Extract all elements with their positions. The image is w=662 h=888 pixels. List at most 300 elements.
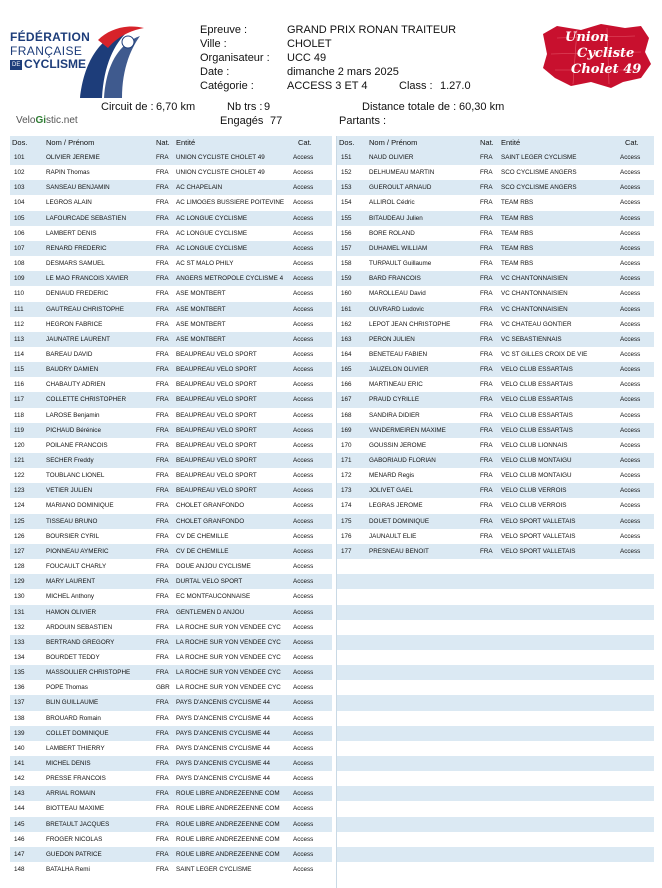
entry-cat: Access bbox=[620, 457, 641, 464]
table-row bbox=[10, 392, 332, 407]
entry-cat: Access bbox=[620, 184, 641, 192]
entry-dos: 168 bbox=[341, 411, 352, 419]
entry-dos: 158 bbox=[341, 260, 352, 268]
entry-cat: Access bbox=[293, 714, 314, 722]
entry-name: GOUSSIN JEROME bbox=[369, 441, 427, 449]
table-row bbox=[10, 302, 332, 317]
entry-nat: FRA bbox=[156, 350, 169, 358]
entry-cat: Access bbox=[620, 350, 641, 358]
entry-nat: FRA bbox=[156, 593, 169, 601]
entry-cat: Access bbox=[293, 775, 314, 783]
entry-team: DOUE ANJOU CYCLISME bbox=[176, 563, 251, 571]
entry-cat: Access bbox=[293, 517, 314, 525]
entry-nat: FRA bbox=[480, 532, 493, 540]
left-table-header bbox=[10, 136, 332, 150]
entry-name: FROGER NICOLAS bbox=[46, 835, 103, 843]
entry-dos: 144 bbox=[14, 805, 25, 813]
entry-nat: FRA bbox=[156, 502, 169, 510]
entry-dos: 173 bbox=[341, 487, 352, 495]
entry-name: MARTINEAU ERIC bbox=[369, 381, 423, 389]
ffc-logo-line3: CYCLISME bbox=[24, 57, 87, 71]
entry-team: ANGERS METROPOLE CYCLISME 4 bbox=[176, 275, 284, 283]
entry-dos: 119 bbox=[14, 426, 25, 434]
entry-team: VELO CLUB ESSARTAIS bbox=[501, 381, 573, 389]
table-row bbox=[10, 529, 332, 544]
entry-nat: FRA bbox=[480, 305, 493, 313]
entry-cat: Access bbox=[293, 805, 314, 813]
entry-cat: Access bbox=[293, 850, 314, 858]
entry-team: VC CHANTONNAISIEN bbox=[501, 275, 568, 283]
entry-name: DOUET DOMINIQUE bbox=[369, 517, 430, 525]
table-row bbox=[337, 165, 654, 180]
entry-name: SANSEAU BENJAMIN bbox=[46, 184, 110, 192]
entry-dos: 103 bbox=[14, 184, 25, 192]
entry-cat: Access bbox=[293, 366, 314, 374]
empty-row bbox=[337, 801, 654, 816]
entry-name: PRESSE FRANCOIS bbox=[46, 775, 106, 783]
entry-nat: FRA bbox=[156, 835, 169, 843]
entry-team: SCO CYCLISME ANGERS bbox=[501, 184, 577, 192]
entry-team: UNION CYCLISTE CHOLET 49 bbox=[176, 169, 265, 177]
table-row bbox=[10, 847, 332, 862]
entry-name: JAUZELON OLIVIER bbox=[369, 366, 429, 374]
entry-cat: Access bbox=[620, 275, 641, 283]
epreuve-value: GRAND PRIX RONAN TRAITEUR bbox=[287, 24, 457, 36]
empty-row bbox=[337, 756, 654, 771]
entry-team: VC CHANTONNAISIEN bbox=[501, 290, 568, 298]
brand-part-c: stic.net bbox=[46, 115, 78, 126]
entry-team: ASE MONTBERT bbox=[176, 290, 226, 298]
entry-team: TEAM RBS bbox=[501, 199, 534, 207]
col-nat: Nat. bbox=[480, 138, 494, 147]
empty-row bbox=[337, 726, 654, 741]
entry-nat: FRA bbox=[156, 381, 169, 389]
entry-dos: 142 bbox=[14, 775, 25, 783]
entry-dos: 159 bbox=[341, 275, 352, 283]
entry-dos: 146 bbox=[14, 835, 25, 843]
entry-dos: 148 bbox=[14, 866, 25, 874]
entry-name: LE MAO FRANCOIS XAVIER bbox=[46, 275, 129, 283]
entry-cat: Access bbox=[293, 593, 314, 601]
entry-nat: FRA bbox=[156, 790, 169, 798]
entry-team: SAINT LEGER CYCLISME bbox=[501, 154, 577, 161]
entry-team: PAYS D'ANCENIS CYCLISME 44 bbox=[176, 714, 271, 722]
entry-name: BAREAU DAVID bbox=[46, 350, 93, 358]
entry-team: AC LONGUE CYCLISME bbox=[176, 244, 248, 252]
entry-dos: 141 bbox=[14, 760, 25, 767]
entry-name: LEPOT JEAN CHRISTOPHE bbox=[369, 320, 451, 328]
entry-nat: FRA bbox=[156, 275, 169, 283]
empty-row bbox=[337, 559, 654, 574]
ville-value: CHOLET bbox=[287, 38, 332, 50]
circuit-value: 6,70 km bbox=[156, 101, 196, 113]
table-row bbox=[337, 256, 654, 271]
col-nat: Nat. bbox=[156, 138, 170, 147]
entry-name: DESMARS SAMUEL bbox=[46, 260, 105, 268]
entry-cat: Access bbox=[293, 472, 314, 480]
entry-nat: FRA bbox=[156, 320, 169, 328]
entry-name: BORE ROLAND bbox=[369, 229, 415, 237]
entry-nat: FRA bbox=[156, 669, 169, 677]
entry-cat: Access bbox=[293, 563, 314, 571]
entry-dos: 164 bbox=[341, 350, 352, 358]
entry-dos: 127 bbox=[14, 547, 25, 555]
club-logo bbox=[537, 24, 653, 88]
entry-cat: Access bbox=[620, 290, 641, 298]
entry-nat: FRA bbox=[156, 472, 169, 480]
entry-dos: 170 bbox=[341, 441, 352, 449]
entry-cat: Access bbox=[293, 608, 314, 616]
entry-nat: FRA bbox=[480, 366, 493, 374]
entry-cat: Access bbox=[620, 487, 641, 495]
entry-name: BLIN GUILLAUME bbox=[46, 699, 99, 707]
entry-nat: FRA bbox=[156, 169, 169, 177]
empty-row bbox=[337, 620, 654, 635]
entry-nat: FRA bbox=[480, 335, 493, 343]
entry-dos: 126 bbox=[14, 532, 25, 540]
table-row bbox=[10, 741, 332, 756]
partants-label: Partants : bbox=[339, 115, 387, 127]
entry-cat: Access bbox=[293, 335, 314, 343]
entry-name: PICHAUD Bérénice bbox=[46, 426, 101, 434]
table-row bbox=[10, 801, 332, 816]
table-row bbox=[337, 317, 654, 332]
entry-dos: 153 bbox=[341, 184, 352, 192]
entry-name: COLLET DOMINIQUE bbox=[46, 729, 109, 737]
entry-nat: FRA bbox=[156, 638, 169, 646]
entry-team: ASE MONTBERT bbox=[176, 335, 226, 343]
table-row bbox=[10, 786, 332, 801]
entry-cat: Access bbox=[293, 669, 314, 677]
entry-cat: Access bbox=[293, 487, 314, 495]
entry-nat: FRA bbox=[480, 184, 493, 192]
empty-row bbox=[337, 847, 654, 862]
table-row bbox=[337, 453, 654, 468]
entry-name: JAUNATRE LAURENT bbox=[46, 335, 110, 343]
entry-dos: 156 bbox=[341, 229, 352, 237]
entry-cat: Access bbox=[620, 260, 641, 268]
entry-team: AC CHAPELAIN bbox=[176, 184, 223, 192]
entry-nat: GBR bbox=[156, 684, 170, 692]
empty-row bbox=[337, 786, 654, 801]
entry-dos: 152 bbox=[341, 169, 352, 177]
table-row bbox=[337, 286, 654, 301]
entry-dos: 160 bbox=[341, 290, 352, 298]
entry-team: ASE MONTBERT bbox=[176, 320, 226, 328]
entry-name: PRAUD CYRILLE bbox=[369, 396, 420, 404]
brand-part-a: Velo bbox=[16, 115, 36, 126]
entry-dos: 111 bbox=[14, 305, 24, 313]
club-logo-line1: Union bbox=[565, 30, 609, 45]
entry-nat: FRA bbox=[480, 350, 493, 358]
entry-nat: FRA bbox=[480, 381, 493, 389]
entry-team: VELO CLUB MONTAIGU bbox=[501, 457, 572, 464]
entry-cat: Access bbox=[293, 411, 314, 419]
entry-team: VELO CLUB ESSARTAIS bbox=[501, 366, 573, 374]
ffc-swoosh-icon bbox=[70, 22, 150, 100]
entry-dos: 169 bbox=[341, 426, 352, 434]
empty-row bbox=[337, 635, 654, 650]
entry-team: VC CHANTONNAISIEN bbox=[501, 305, 568, 313]
entry-name: BITAUDEAU Julien bbox=[369, 214, 423, 222]
entry-dos: 113 bbox=[14, 335, 25, 343]
entry-nat: FRA bbox=[156, 608, 169, 616]
entry-team: LA ROCHE SUR YON VENDEE CYC bbox=[176, 684, 281, 692]
entry-nat: FRA bbox=[156, 229, 169, 237]
col-nom: Nom / Prénom bbox=[46, 138, 95, 147]
entry-team: AC LIMOGES BUSSIERE POITEVINE bbox=[176, 199, 285, 207]
table-row bbox=[337, 271, 654, 286]
col-dos: Dos. bbox=[12, 138, 28, 147]
entry-cat: Access bbox=[620, 244, 641, 252]
entry-dos: 171 bbox=[341, 457, 352, 464]
entry-team: PAYS D'ANCENIS CYCLISME 44 bbox=[176, 744, 271, 752]
col-nom: Nom / Prénom bbox=[369, 138, 418, 147]
entry-dos: 166 bbox=[341, 381, 352, 389]
table-row bbox=[337, 438, 654, 453]
entry-name: CHABAUTY ADRIEN bbox=[46, 381, 106, 389]
empty-row bbox=[337, 680, 654, 695]
entry-cat: Access bbox=[293, 396, 314, 404]
entry-nat: FRA bbox=[156, 760, 169, 767]
table-row bbox=[337, 423, 654, 438]
table-row bbox=[337, 377, 654, 392]
entry-team: CHOLET GRANFONDO bbox=[176, 502, 245, 510]
entry-dos: 137 bbox=[14, 699, 25, 707]
entry-name: MICHEL DENIS bbox=[46, 760, 91, 767]
entry-cat: Access bbox=[293, 866, 314, 874]
entry-name: GAUTREAU CHRISTOPHE bbox=[46, 305, 124, 313]
entry-team: SCO CYCLISME ANGERS bbox=[501, 169, 577, 177]
entry-team: VC SEBASTIENNAIS bbox=[501, 335, 562, 343]
entry-dos: 131 bbox=[14, 608, 25, 616]
entry-team: ASE MONTBERT bbox=[176, 305, 226, 313]
entry-name: TOUBLANC LIONEL bbox=[46, 472, 105, 480]
table-row bbox=[337, 544, 654, 559]
entry-nat: FRA bbox=[156, 290, 169, 298]
entry-cat: Access bbox=[293, 244, 314, 252]
entry-dos: 105 bbox=[14, 214, 25, 222]
entry-nat: FRA bbox=[156, 199, 169, 207]
entry-team: LA ROCHE SUR YON VENDEE CYC bbox=[176, 623, 281, 631]
entry-team: VELO CLUB ESSARTAIS bbox=[501, 426, 573, 434]
entry-team: VELO CLUB ESSARTAIS bbox=[501, 396, 573, 404]
entry-cat: Access bbox=[293, 457, 314, 464]
table-row bbox=[10, 438, 332, 453]
entry-name: BARD FRANCOIS bbox=[369, 275, 421, 283]
entry-dos: 167 bbox=[341, 396, 352, 404]
entry-nat: FRA bbox=[480, 426, 493, 434]
entry-cat: Access bbox=[293, 547, 314, 555]
entry-cat: Access bbox=[620, 472, 641, 480]
col-dos: Dos. bbox=[339, 138, 355, 147]
entry-name: BAUDRY DAMIEN bbox=[46, 366, 99, 374]
entry-team: EC MONTFAUCONNAISE bbox=[176, 593, 251, 601]
entry-name: JOLIVET GAEL bbox=[369, 487, 413, 495]
entry-team: VELO SPORT VALLETAIS bbox=[501, 532, 576, 540]
table-row bbox=[10, 408, 332, 423]
table-row bbox=[10, 817, 332, 832]
entry-dos: 172 bbox=[341, 472, 352, 480]
table-row bbox=[10, 680, 332, 695]
federation-logo bbox=[10, 22, 150, 100]
entry-nat: FRA bbox=[480, 275, 493, 283]
entry-team: PAYS D'ANCENIS CYCLISME 44 bbox=[176, 775, 271, 783]
entry-dos: 176 bbox=[341, 532, 352, 540]
entry-dos: 157 bbox=[341, 244, 352, 252]
table-row bbox=[10, 271, 332, 286]
entry-cat: Access bbox=[293, 305, 314, 313]
entry-dos: 140 bbox=[14, 744, 25, 752]
entry-team: TEAM RBS bbox=[501, 229, 534, 237]
table-row bbox=[10, 483, 332, 498]
table-row bbox=[10, 862, 332, 877]
entry-name: ARDOUIN SEBASTIEN bbox=[46, 623, 113, 631]
table-row bbox=[10, 195, 332, 210]
table-row bbox=[10, 635, 332, 650]
table-row bbox=[337, 332, 654, 347]
entry-cat: Access bbox=[293, 199, 314, 207]
entry-dos: 162 bbox=[341, 320, 352, 328]
club-logo-line3: Cholet 49 bbox=[571, 62, 642, 77]
entry-cat: Access bbox=[620, 305, 641, 313]
col-cat: Cat. bbox=[625, 138, 639, 147]
right-entries-list bbox=[337, 150, 654, 888]
entry-nat: FRA bbox=[156, 457, 169, 464]
entry-team: ROUE LIBRE ANDREZEENNE COM bbox=[176, 790, 280, 798]
entry-name: PRESNEAU BENOIT bbox=[369, 547, 429, 555]
nb-trs-label: Nb trs : bbox=[227, 101, 263, 113]
entry-nat: FRA bbox=[156, 441, 169, 449]
entry-name: HEGRON FABRICE bbox=[46, 320, 103, 328]
entry-team: BEAUPREAU VELO SPORT bbox=[176, 411, 257, 419]
entry-team: BEAUPREAU VELO SPORT bbox=[176, 441, 257, 449]
entry-name: ALLIROL Cédric bbox=[369, 199, 415, 207]
empty-row bbox=[337, 650, 654, 665]
entry-nat: FRA bbox=[480, 411, 493, 419]
empty-row bbox=[337, 574, 654, 589]
table-row bbox=[10, 832, 332, 847]
entry-team: ROUE LIBRE ANDREZEENNE COM bbox=[176, 805, 280, 813]
entry-nat: FRA bbox=[480, 472, 493, 480]
entry-nat: FRA bbox=[156, 714, 169, 722]
table-row bbox=[10, 180, 332, 195]
entry-name: RENARD FREDERIC bbox=[46, 244, 107, 252]
entry-team: BEAUPREAU VELO SPORT bbox=[176, 381, 257, 389]
entry-cat: Access bbox=[620, 532, 641, 540]
entry-cat: Access bbox=[293, 760, 314, 767]
entry-cat: Access bbox=[620, 426, 641, 434]
entry-nat: FRA bbox=[156, 154, 169, 161]
entry-nat: FRA bbox=[480, 229, 493, 237]
entry-dos: 125 bbox=[14, 517, 25, 525]
entry-dos: 143 bbox=[14, 790, 25, 798]
categorie-value: ACCESS 3 ET 4 bbox=[287, 80, 368, 92]
ffc-logo-line2: FRANÇAISE bbox=[10, 44, 83, 58]
entry-cat: Access bbox=[293, 275, 314, 283]
entry-cat: Access bbox=[620, 396, 641, 404]
table-row bbox=[10, 332, 332, 347]
velogistic-brand bbox=[16, 115, 78, 126]
entry-dos: 128 bbox=[14, 563, 25, 571]
table-row bbox=[10, 498, 332, 513]
entry-name: GUEROULT ARNAUD bbox=[369, 184, 432, 192]
entry-nat: FRA bbox=[480, 547, 493, 555]
table-row bbox=[10, 771, 332, 786]
entry-cat: Access bbox=[293, 623, 314, 631]
entry-dos: 147 bbox=[14, 850, 25, 858]
entry-cat: Access bbox=[293, 229, 314, 237]
entry-name: VETIER JULIEN bbox=[46, 487, 93, 495]
entry-name: MARIANO DOMINIQUE bbox=[46, 502, 114, 510]
entry-team: VC CHATEAU GONTIER bbox=[501, 320, 572, 328]
entry-cat: Access bbox=[293, 790, 314, 798]
entry-name: ARRIAL ROMAIN bbox=[46, 790, 96, 798]
entry-name: LAMBERT DENIS bbox=[46, 229, 97, 237]
table-row bbox=[337, 241, 654, 256]
organisateur-label: Organisateur : bbox=[200, 52, 270, 64]
entry-name: POILANE FRANCOIS bbox=[46, 441, 108, 449]
entry-name: LAFOURCADE SEBASTIEN bbox=[46, 214, 127, 222]
table-row bbox=[337, 483, 654, 498]
entry-nat: FRA bbox=[480, 214, 493, 222]
entry-name: TISSEAU BRUNO bbox=[46, 517, 98, 525]
table-row bbox=[337, 226, 654, 241]
entry-cat: Access bbox=[620, 335, 641, 343]
entry-dos: 175 bbox=[341, 517, 352, 525]
entry-name: COLLETTE CHRISTOPHER bbox=[46, 396, 127, 404]
entry-nat: FRA bbox=[480, 199, 493, 207]
entry-nat: FRA bbox=[156, 426, 169, 434]
entry-name: POPE Thomas bbox=[46, 684, 88, 692]
entry-team: LA ROCHE SUR YON VENDEE CYC bbox=[176, 653, 281, 661]
entry-team: TEAM RBS bbox=[501, 260, 534, 268]
entry-dos: 101 bbox=[14, 154, 25, 161]
entry-dos: 133 bbox=[14, 638, 25, 646]
entry-cat: Access bbox=[293, 578, 314, 586]
entry-dos: 117 bbox=[14, 396, 25, 404]
entry-team: PAYS D'ANCENIS CYCLISME 44 bbox=[176, 699, 271, 707]
table-row bbox=[10, 756, 332, 771]
entry-dos: 155 bbox=[341, 214, 352, 222]
entry-dos: 161 bbox=[341, 305, 352, 313]
entry-name: PIONNEAU AYMERIC bbox=[46, 547, 109, 555]
entry-name: LAMBERT THIERRY bbox=[46, 744, 105, 752]
entry-name: HAMON OLIVIER bbox=[46, 608, 97, 616]
empty-row bbox=[337, 862, 654, 877]
table-row bbox=[10, 544, 332, 559]
entry-dos: 136 bbox=[14, 684, 25, 692]
entry-cat: Access bbox=[293, 320, 314, 328]
entry-cat: Access bbox=[293, 381, 314, 389]
table-row bbox=[10, 317, 332, 332]
entry-nat: FRA bbox=[480, 441, 493, 449]
entry-name: MASSOULIER CHRISTOPHE bbox=[46, 669, 131, 677]
entry-dos: 132 bbox=[14, 623, 25, 631]
table-row bbox=[337, 302, 654, 317]
entry-name: NAUD OLIVIER bbox=[369, 154, 414, 161]
col-entite: Entité bbox=[176, 138, 196, 147]
entry-cat: Access bbox=[293, 744, 314, 752]
ffc-logo-prefix: DE bbox=[12, 62, 21, 68]
entry-nat: FRA bbox=[480, 154, 493, 161]
entry-cat: Access bbox=[293, 441, 314, 449]
entry-nat: FRA bbox=[480, 290, 493, 298]
entry-cat: Access bbox=[293, 214, 314, 222]
entry-cat: Access bbox=[293, 684, 314, 692]
entry-name: MENARD Regis bbox=[369, 472, 415, 480]
entry-nat: FRA bbox=[156, 517, 169, 525]
